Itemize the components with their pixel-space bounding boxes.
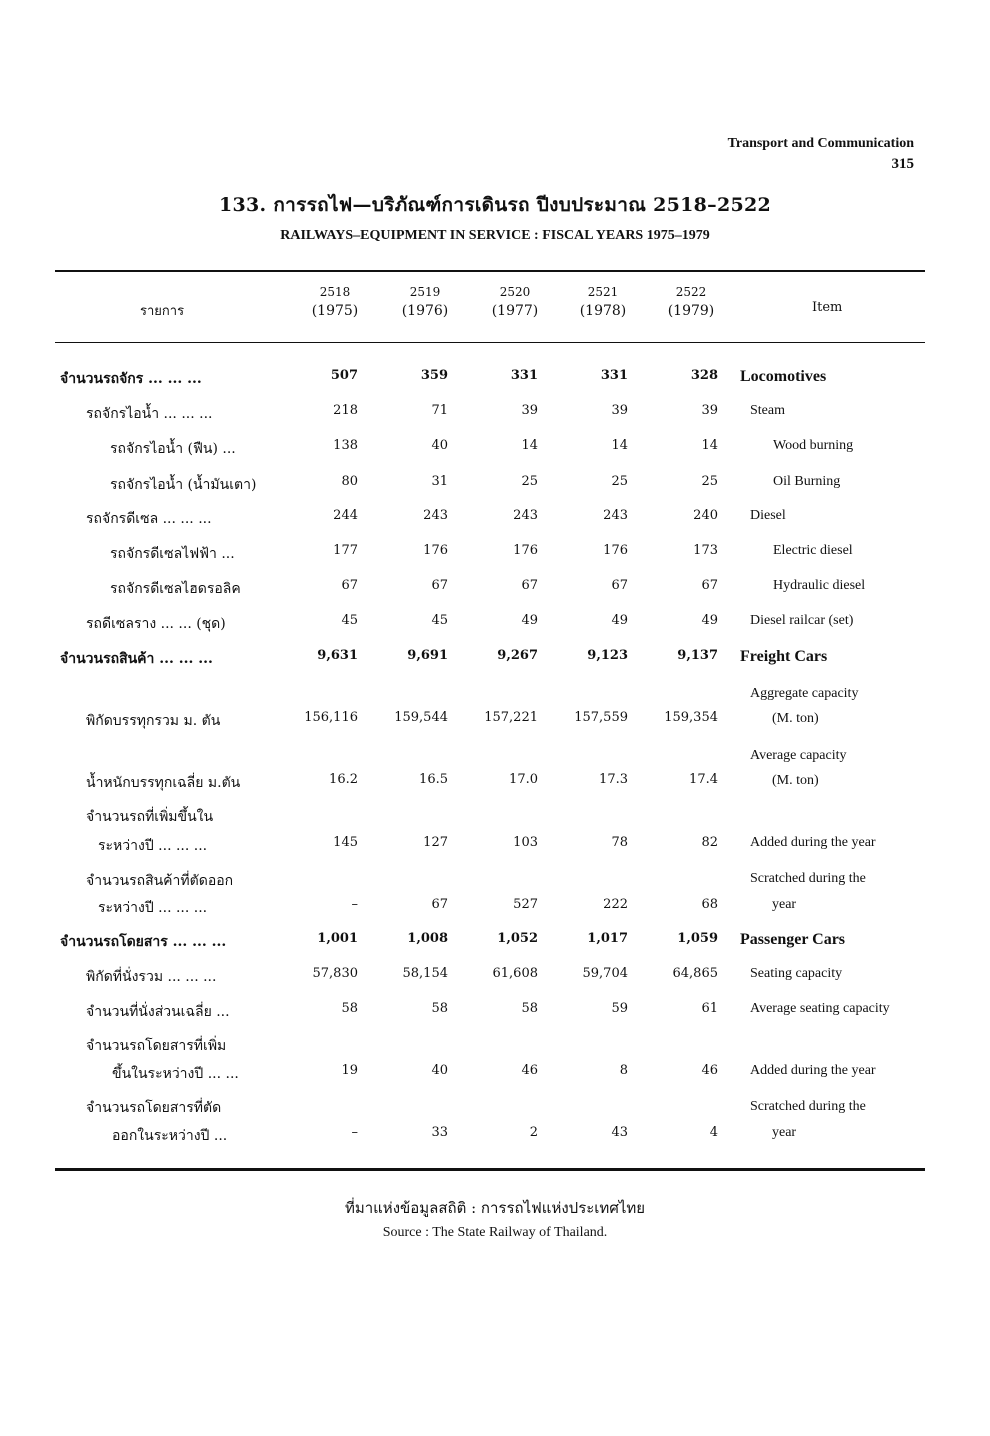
row-label-english: Added during the year	[750, 835, 876, 850]
source-thai: ที่มาแห่งข้อมูลสถิติ : การรถไฟแห่งประเทศไทย	[344, 1199, 646, 1217]
cell-value: 25	[701, 474, 718, 489]
cell-value: 57,830	[312, 966, 358, 981]
column-header-year-2	[390, 285, 460, 319]
cell-value: 58	[521, 1001, 538, 1016]
cell-value: 68	[701, 897, 718, 912]
row-label-thai: จำนวนที่นั่งส่วนเฉลี่ย ...	[86, 1004, 230, 1020]
row-label-english: Locomotives	[740, 368, 827, 385]
cell-value: 243	[513, 508, 538, 523]
table-row-freight-added	[0, 835, 990, 859]
column-header-item-thai: รายการ	[140, 304, 185, 319]
cell-value: 43	[611, 1125, 628, 1140]
row-label-thai: รถดีเซลราง ... ... (ชุด)	[86, 616, 226, 632]
row-label-english: Seating capacity	[750, 966, 843, 981]
year-be: 2519	[409, 285, 441, 299]
row-label-english: Aggregate capacity	[750, 686, 859, 701]
cell-value: 39	[611, 403, 628, 418]
cell-value: 58,154	[402, 966, 448, 981]
year-be: 2520	[499, 285, 531, 299]
cell-value: 45	[341, 613, 358, 628]
cell-value: 244	[333, 508, 358, 523]
cell-value: 67	[521, 578, 538, 593]
row-label-thai: รถจักรไอน้ำ (น้ำมันเตา)	[110, 477, 257, 493]
cell-value: 39	[701, 403, 718, 418]
table-row-electric-diesel	[0, 543, 990, 567]
row-label-english: Electric diesel	[773, 543, 853, 558]
cell-value: 25	[521, 474, 538, 489]
row-label-thai: รถจักรไอน้ำ ... ... ...	[86, 406, 213, 422]
row-label-thai: จำนวนรถโดยสารที่ตัด	[86, 1100, 222, 1116]
cell-value: 80	[341, 474, 358, 489]
table-bottom-rule	[55, 1168, 925, 1171]
year-ce: (1978)	[579, 303, 627, 319]
cell-value: 39	[521, 403, 538, 418]
cell-value: 159,354	[664, 710, 718, 725]
cell-value: 61,608	[492, 966, 538, 981]
cell-value: 176	[603, 543, 628, 558]
cell-value: 173	[693, 543, 718, 558]
running-header	[728, 136, 914, 173]
row-label-english: Wood burning	[773, 438, 854, 453]
cell-value: 59	[611, 1001, 628, 1016]
cell-value: 127	[423, 835, 448, 850]
row-label-english: Diesel railcar (set)	[750, 613, 854, 628]
source-english: Source : The State Railway of Thailand.	[382, 1225, 608, 1240]
table-title-thai: 133. การรถไฟ—บริภัณฑ์การเดินรถ ปีงบประมาณ 2518–2522	[218, 194, 772, 216]
cell-value: 1,052	[497, 931, 538, 946]
cell-value: 17.0	[509, 772, 538, 787]
cell-value: 9,691	[407, 648, 448, 663]
cell-value: 8	[619, 1063, 628, 1078]
cell-value: 243	[423, 508, 448, 523]
row-label-thai: จำนวนรถจักร ... ... ...	[60, 371, 202, 387]
row-label-thai: น้ำหนักบรรทุกเฉลี่ย ม.ตัน	[86, 775, 241, 791]
cell-value: 49	[611, 613, 628, 628]
cell-value: 14	[701, 438, 718, 453]
cell-value: 222	[603, 897, 628, 912]
row-label-thai: ขึ้นในระหว่างปี ... ...	[112, 1066, 239, 1082]
year-ce: (1976)	[401, 303, 449, 319]
column-header-year-1	[300, 285, 370, 319]
cell-value: 1,059	[677, 931, 718, 946]
row-label-english: Average seating capacity	[750, 1001, 890, 1016]
table-row-steam	[0, 403, 990, 427]
row-label-english: (M. ton)	[772, 711, 819, 726]
year-ce: (1975)	[311, 303, 359, 319]
cell-value: 176	[423, 543, 448, 558]
year-be: 2522	[675, 285, 707, 299]
row-label-thai: พิกัดบรรทุกรวม ม. ตัน	[86, 713, 221, 729]
row-label-thai: จำนวนรถสินค้า ... ... ...	[60, 651, 213, 667]
row-label-english: Freight Cars	[740, 648, 828, 665]
cell-value: 40	[431, 1063, 448, 1078]
cell-value: 17.3	[599, 772, 628, 787]
table-row-diesel	[0, 508, 990, 532]
cell-value: 78	[611, 835, 628, 850]
cell-value: –	[351, 1125, 358, 1140]
cell-value: 145	[333, 835, 358, 850]
cell-value: 16.5	[419, 772, 448, 787]
page-number: 315	[891, 156, 914, 172]
row-label-thai: รถจักรไอน้ำ (ฟืน) ...	[110, 441, 236, 457]
cell-value: 176	[513, 543, 538, 558]
cell-value: 49	[521, 613, 538, 628]
table-row-freight-cars	[0, 648, 990, 672]
table-title-english: RAILWAYS–EQUIPMENT IN SERVICE : FISCAL YEARS 1975–1979	[280, 228, 710, 243]
cell-value: 2	[529, 1125, 538, 1140]
row-label-thai: ระหว่างปี ... ... ...	[98, 838, 208, 854]
cell-value: 61	[701, 1001, 718, 1016]
cell-value: 240	[693, 508, 718, 523]
cell-value: 25	[611, 474, 628, 489]
row-label-thai: รถจักรดีเซลไฟฟ้า ...	[110, 546, 235, 562]
cell-value: 157,221	[484, 710, 538, 725]
row-label-english: Scratched during the	[750, 1099, 866, 1114]
table-row-locomotives	[0, 368, 990, 392]
row-label-english: Passenger Cars	[740, 931, 846, 948]
cell-value: 159,544	[394, 710, 448, 725]
cell-value: 33	[431, 1125, 448, 1140]
row-label-english: Steam	[750, 403, 785, 418]
row-label-thai: ออกในระหว่างปี ...	[112, 1128, 228, 1144]
table-row-hydraulic-diesel	[0, 578, 990, 602]
cell-value: 31	[431, 474, 448, 489]
cell-value: 82	[701, 835, 718, 850]
table-row-freight-scratched	[0, 897, 990, 921]
cell-value: 67	[341, 578, 358, 593]
row-label-english: Hydraulic diesel	[773, 578, 866, 593]
row-label-thai: พิกัดที่นั่งรวม ... ... ...	[86, 969, 217, 985]
cell-value: 14	[521, 438, 538, 453]
cell-value: 9,267	[497, 648, 538, 663]
table-row-seating-capacity	[0, 966, 990, 990]
cell-value: 9,137	[677, 648, 718, 663]
cell-value: 59,704	[582, 966, 628, 981]
table-row-average-seating	[0, 1001, 990, 1025]
cell-value: 9,123	[587, 648, 628, 663]
cell-value: 58	[431, 1001, 448, 1016]
row-label-english: Diesel	[750, 508, 786, 523]
cell-value: 45	[431, 613, 448, 628]
cell-value: 243	[603, 508, 628, 523]
cell-value: 40	[431, 438, 448, 453]
section-name: Transport and Communication	[727, 136, 914, 151]
row-label-english: Oil Burning	[773, 474, 841, 489]
cell-value: 331	[600, 368, 628, 383]
table-row-diesel-railcar	[0, 613, 990, 637]
cell-value: 138	[333, 438, 358, 453]
table-row-passenger-scratched	[0, 1125, 990, 1149]
cell-value: 67	[701, 578, 718, 593]
cell-value: 46	[701, 1063, 718, 1078]
cell-value: –	[351, 897, 358, 912]
row-label-english: Scratched during the	[750, 871, 866, 886]
row-label-thai: จำนวนรถสินค้าที่ตัดออก	[86, 873, 234, 889]
year-be: 2521	[587, 285, 619, 299]
cell-value: 71	[431, 403, 448, 418]
row-label-english: year	[772, 1125, 797, 1140]
cell-value: 16.2	[329, 772, 358, 787]
cell-value: 17.4	[689, 772, 718, 787]
column-header-year-4	[568, 285, 638, 319]
table-row-passenger-cars	[0, 931, 990, 955]
row-label-thai: จำนวนรถที่เพิ่มขึ้นใน	[86, 809, 214, 825]
cell-value: 527	[513, 897, 538, 912]
cell-value: 67	[431, 578, 448, 593]
cell-value: 67	[431, 897, 448, 912]
cell-value: 19	[341, 1063, 358, 1078]
cell-value: 177	[333, 543, 358, 558]
table-row-aggregate-capacity	[0, 710, 990, 734]
cell-value: 1,017	[587, 931, 628, 946]
cell-value: 328	[690, 368, 718, 383]
cell-value: 46	[521, 1063, 538, 1078]
cell-value: 58	[341, 1001, 358, 1016]
row-label-thai: รถจักรดีเซลไฮดรอลิค	[110, 581, 241, 597]
cell-value: 331	[510, 368, 538, 383]
table-top-rule	[55, 270, 925, 272]
cell-value: 359	[420, 368, 448, 383]
year-ce: (1979)	[667, 303, 715, 319]
row-label-english: year	[772, 897, 797, 912]
table-row-oil-burning	[0, 474, 990, 498]
cell-value: 103	[513, 835, 538, 850]
row-label-english: (M. ton)	[772, 773, 819, 788]
cell-value: 156,116	[304, 710, 358, 725]
column-header-year-3	[480, 285, 550, 319]
table-row-passenger-added	[0, 1063, 990, 1087]
table-row-average-capacity	[0, 772, 990, 796]
table-header-rule	[55, 342, 925, 343]
cell-value: 14	[611, 438, 628, 453]
year-ce: (1977)	[491, 303, 539, 319]
row-label-thai: จำนวนรถโดยสารที่เพิ่ม	[86, 1038, 227, 1054]
cell-value: 1,001	[317, 931, 358, 946]
cell-value: 9,631	[317, 648, 358, 663]
cell-value: 49	[701, 613, 718, 628]
row-label-thai: จำนวนรถโดยสาร ... ... ...	[60, 934, 227, 950]
column-header-item-english: Item	[812, 300, 843, 315]
column-header-year-5	[656, 285, 726, 319]
row-label-thai: รถจักรดีเซล ... ... ...	[86, 511, 212, 527]
table-row-wood-burning	[0, 438, 990, 462]
cell-value: 67	[611, 578, 628, 593]
cell-value: 218	[333, 403, 358, 418]
row-label-thai: ระหว่างปี ... ... ...	[98, 900, 208, 916]
cell-value: 507	[330, 368, 358, 383]
cell-value: 1,008	[407, 931, 448, 946]
cell-value: 64,865	[672, 966, 718, 981]
year-be: 2518	[319, 285, 351, 299]
row-label-english: Average capacity	[750, 748, 847, 763]
cell-value: 157,559	[574, 710, 628, 725]
row-label-english: Added during the year	[750, 1063, 876, 1078]
cell-value: 4	[709, 1125, 718, 1140]
